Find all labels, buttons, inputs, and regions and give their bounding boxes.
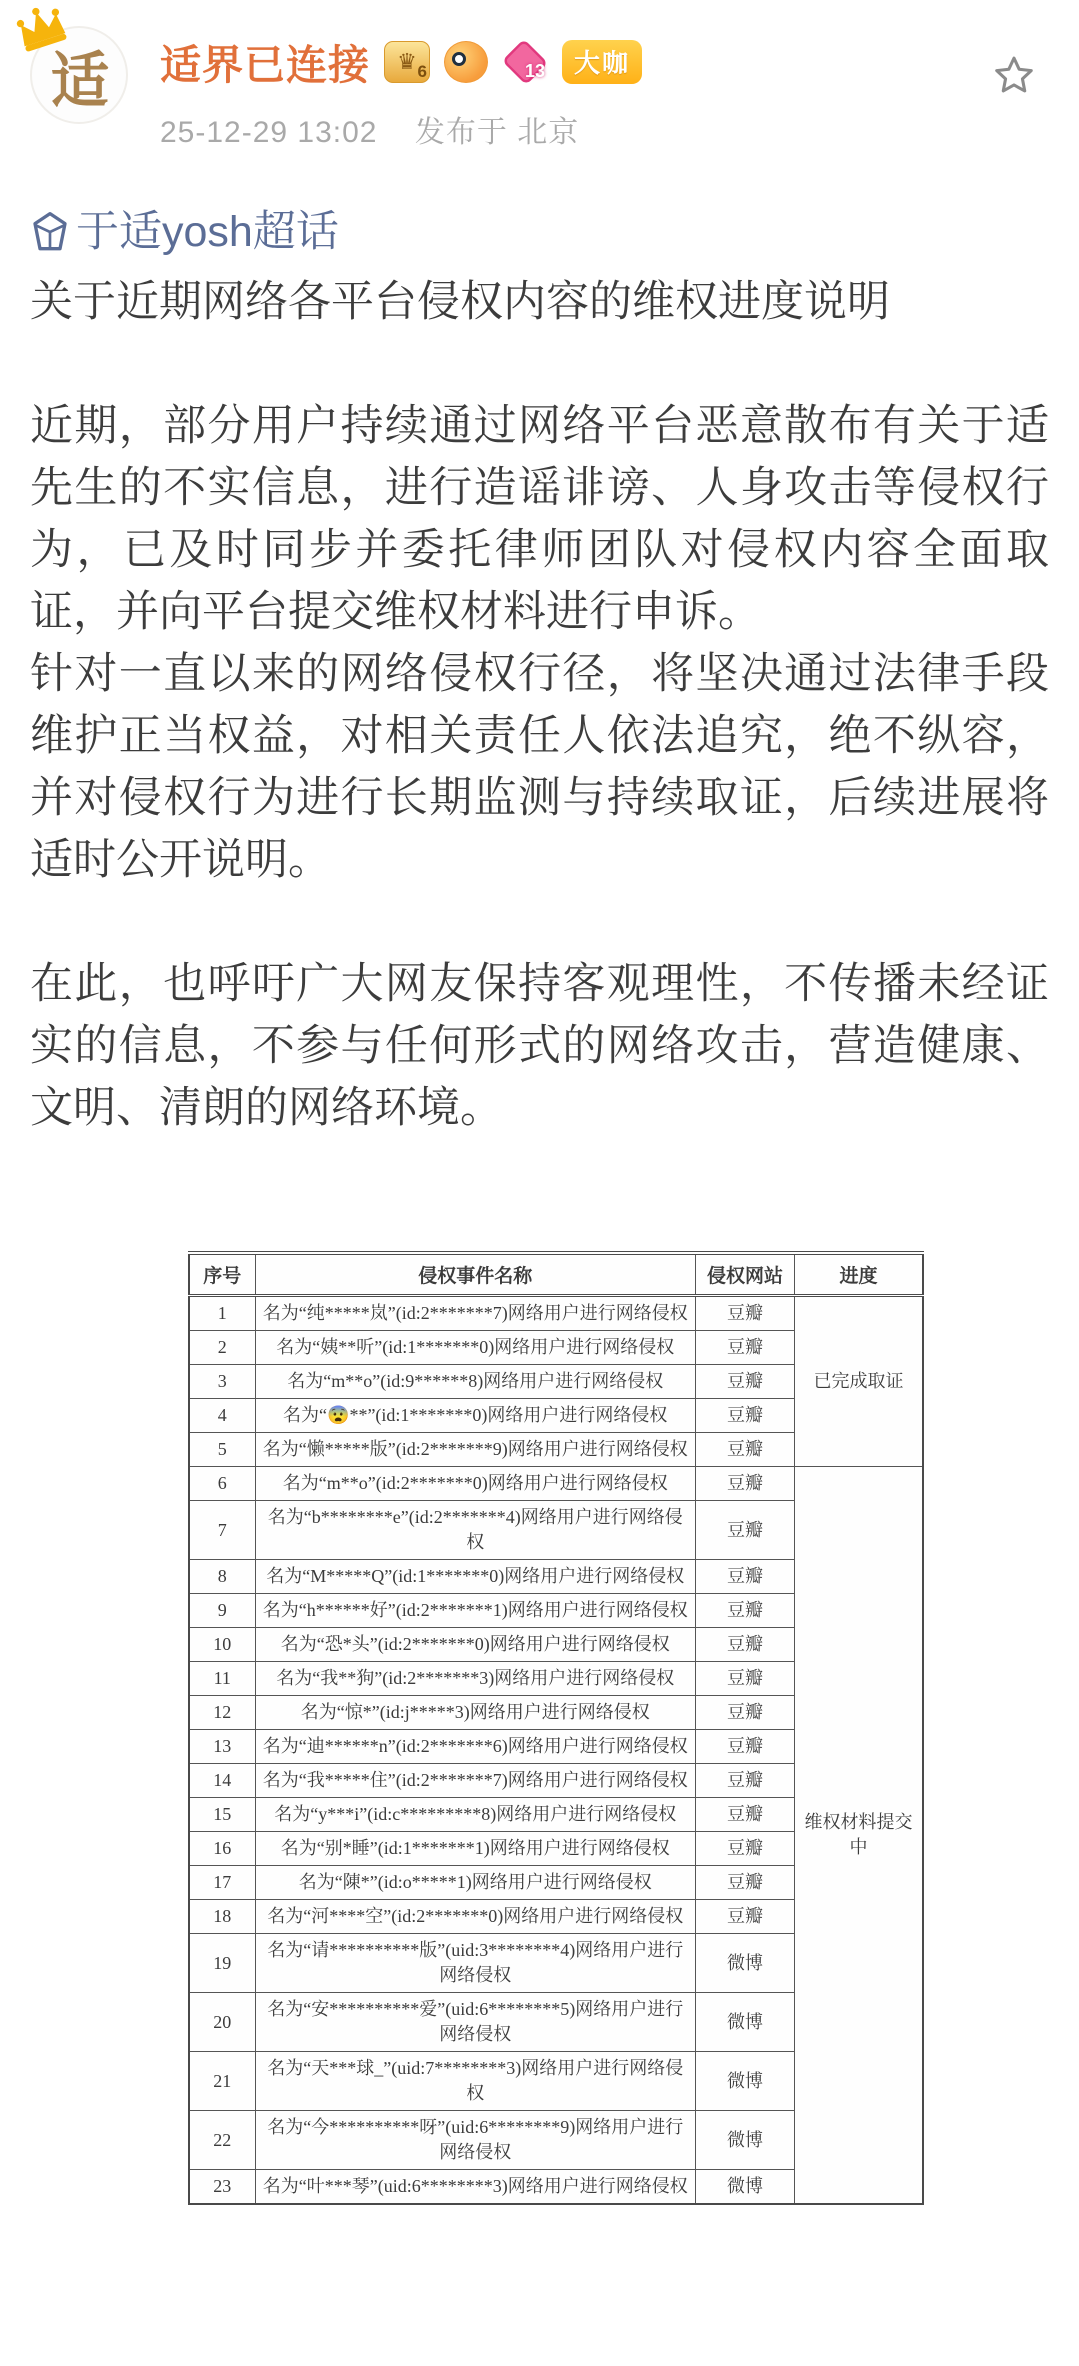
avatar-seal-glyph: 适	[50, 46, 107, 115]
supertopic-gem-icon	[30, 210, 70, 254]
cell-site: 豆瓣	[695, 1399, 794, 1433]
cell-event-name: 名为“河****空”(id:2*******0)网络用户进行网络侵权	[255, 1900, 695, 1934]
infringement-table-body	[189, 1296, 923, 2205]
cell-event-name: 名为“m**o”(id:9******8)网络用户进行网络侵权	[255, 1365, 695, 1399]
cell-row-number: 23	[189, 2170, 255, 2205]
cell-event-name: 名为“安**********爱”(uid:6********5)网络用户进行网络侵权	[255, 1993, 695, 2052]
cell-event-name: 名为“姨**听”(id:1*******0)网络用户进行网络侵权	[255, 1331, 695, 1365]
cell-row-number: 22	[189, 2111, 255, 2170]
cell-row-number: 1	[189, 1296, 255, 1331]
vip-crown-badge: ♛ 6	[384, 41, 430, 83]
cell-site: 微博	[695, 2111, 794, 2170]
blank-line	[30, 333, 1049, 395]
supertopic-link[interactable]	[30, 201, 339, 263]
cell-event-name: 名为“别*睡”(id:1*******1)网络用户进行网络侵权	[255, 1832, 695, 1866]
cell-progress: 已完成取证	[795, 1296, 923, 1467]
cell-site: 豆瓣	[695, 1467, 794, 1501]
cell-row-number: 12	[189, 1696, 255, 1730]
header-main	[160, 26, 642, 151]
vip-crown-level: 6	[417, 61, 427, 81]
cell-event-name: 名为“惊*”(id:j*****3)网络用户进行网络侵权	[255, 1696, 695, 1730]
cell-event-name: 名为“恐*头”(id:2*******0)网络用户进行网络侵权	[255, 1628, 695, 1662]
cell-row-number: 18	[189, 1900, 255, 1934]
cell-event-name: 名为“b********e”(id:2*******4)网络用户进行网络侵权	[255, 1501, 695, 1560]
column-header-progress: 进度	[795, 1253, 923, 1296]
cell-site: 豆瓣	[695, 1866, 794, 1900]
cell-site: 微博	[695, 2170, 794, 2205]
cell-event-name: 名为“我*****住”(id:2*******7)网络用户进行网络侵权	[255, 1764, 695, 1798]
column-header-site: 侵权网站	[695, 1253, 794, 1296]
cell-row-number: 16	[189, 1832, 255, 1866]
cell-row-number: 4	[189, 1399, 255, 1433]
post-header	[0, 0, 1079, 151]
cell-event-name: 名为“今**********呀”(uid:6********9)网络用户进行网络侵权	[255, 2111, 695, 2170]
cell-row-number: 14	[189, 1764, 255, 1798]
supertopic-label: 于适yosh超话	[76, 208, 339, 256]
cell-site: 豆瓣	[695, 1296, 794, 1331]
cell-row-number: 19	[189, 1934, 255, 1993]
cell-row-number: 9	[189, 1594, 255, 1628]
cell-event-name: 名为“y***i”(id:c*********8)网络用户进行网络侵权	[255, 1798, 695, 1832]
cell-row-number: 10	[189, 1628, 255, 1662]
username[interactable]: 适界已连接	[160, 42, 370, 88]
cell-row-number: 21	[189, 2052, 255, 2111]
cell-row-number: 6	[189, 1467, 255, 1501]
vip-gem-badge	[502, 41, 548, 83]
cell-site: 豆瓣	[695, 1594, 794, 1628]
table-row	[189, 1296, 923, 1331]
cell-site: 豆瓣	[695, 1560, 794, 1594]
cell-site: 豆瓣	[695, 1662, 794, 1696]
cell-site: 豆瓣	[695, 1900, 794, 1934]
daka-badge: 大咖	[562, 40, 642, 84]
cell-row-number: 17	[189, 1866, 255, 1900]
cell-site: 豆瓣	[695, 1331, 794, 1365]
cell-event-name: 名为“叶***琴”(uid:6********3)网络用户进行网络侵权	[255, 2170, 695, 2205]
post-location: 发布于 北京	[414, 116, 580, 149]
paragraph-1: 近期，部分用户持续通过网络平台恶意散布有关于适先生的不实信息，进行造谣诽谤、人身攻击等侵权行为，已及时同步并委托律师团队对侵权内容全面取证，并向平台提交维权材料进行申诉。	[30, 402, 1049, 636]
vip-gem-level: 13	[524, 60, 545, 81]
post-content	[0, 201, 1079, 1139]
infringement-table	[188, 1251, 924, 2205]
cell-site: 豆瓣	[695, 1798, 794, 1832]
cell-event-name: 名为“m**o”(id:2*******0)网络用户进行网络侵权	[255, 1467, 695, 1501]
cell-row-number: 2	[189, 1331, 255, 1365]
cell-site: 豆瓣	[695, 1501, 794, 1560]
cell-row-number: 7	[189, 1501, 255, 1560]
cell-event-name: 名为“😨**”(id:1*******0)网络用户进行网络侵权	[255, 1399, 695, 1433]
cell-row-number: 13	[189, 1730, 255, 1764]
avatar[interactable]	[30, 26, 128, 124]
cell-site: 微博	[695, 2052, 794, 2111]
cell-site: 微博	[695, 1934, 794, 1993]
table-header-row	[189, 1253, 923, 1296]
cell-site: 豆瓣	[695, 1730, 794, 1764]
cell-site: 豆瓣	[695, 1365, 794, 1399]
fish-badge-icon	[444, 41, 488, 83]
favorite-star-button[interactable]	[991, 52, 1037, 103]
attached-table-image[interactable]	[188, 1251, 924, 2205]
cell-progress: 维权材料提交中	[795, 1467, 923, 2205]
cell-row-number: 20	[189, 1993, 255, 2052]
post-meta	[160, 107, 642, 151]
cell-event-name: 名为“请**********版”(uid:3********4)网络用户进行网络侵权	[255, 1934, 695, 1993]
cell-event-name: 名为“纯*****岚”(id:2*******7)网络用户进行网络侵权	[255, 1296, 695, 1331]
cell-row-number: 5	[189, 1433, 255, 1467]
cell-row-number: 15	[189, 1798, 255, 1832]
cell-event-name: 名为“迪******n”(id:2*******6)网络用户进行网络侵权	[255, 1730, 695, 1764]
blank-line	[30, 891, 1049, 953]
post-title: 关于近期网络各平台侵权内容的维权进度说明	[30, 278, 890, 326]
post-timestamp: 25-12-29 13:02	[160, 116, 378, 149]
cell-site: 豆瓣	[695, 1433, 794, 1467]
cell-site: 豆瓣	[695, 1696, 794, 1730]
cell-site: 微博	[695, 1993, 794, 2052]
cell-site: 豆瓣	[695, 1832, 794, 1866]
paragraph-2: 针对一直以来的网络侵权行径，将坚决通过法律手段维护正当权益，对相关责任人依法追究，绝不纵容，并对侵权行为进行长期监测与持续取证，后续进展将适时公开说明。	[30, 650, 1049, 884]
cell-event-name: 名为“陳*”(id:o*****1)网络用户进行网络侵权	[255, 1866, 695, 1900]
cell-site: 豆瓣	[695, 1628, 794, 1662]
cell-site: 豆瓣	[695, 1764, 794, 1798]
cell-row-number: 3	[189, 1365, 255, 1399]
cell-event-name: 名为“天***球_”(uid:7********3)网络用户进行网络侵权	[255, 2052, 695, 2111]
cell-row-number: 8	[189, 1560, 255, 1594]
cell-event-name: 名为“h******好”(id:2*******1)网络用户进行网络侵权	[255, 1594, 695, 1628]
paragraph-3: 在此，也呼吁广大网友保持客观理性，不传播未经证实的信息，不参与任何形式的网络攻击，营造健康、文明、清朗的网络环境。	[30, 960, 1049, 1132]
cell-row-number: 11	[189, 1662, 255, 1696]
column-header-no: 序号	[189, 1253, 255, 1296]
table-row	[189, 1467, 923, 1501]
cell-event-name: 名为“M*****Q”(id:1*******0)网络用户进行网络侵权	[255, 1560, 695, 1594]
cell-event-name: 名为“我**狗”(id:2*******3)网络用户进行网络侵权	[255, 1662, 695, 1696]
cell-event-name: 名为“懒*****版”(id:2*******9)网络用户进行网络侵权	[255, 1433, 695, 1467]
column-header-event: 侵权事件名称	[255, 1253, 695, 1296]
